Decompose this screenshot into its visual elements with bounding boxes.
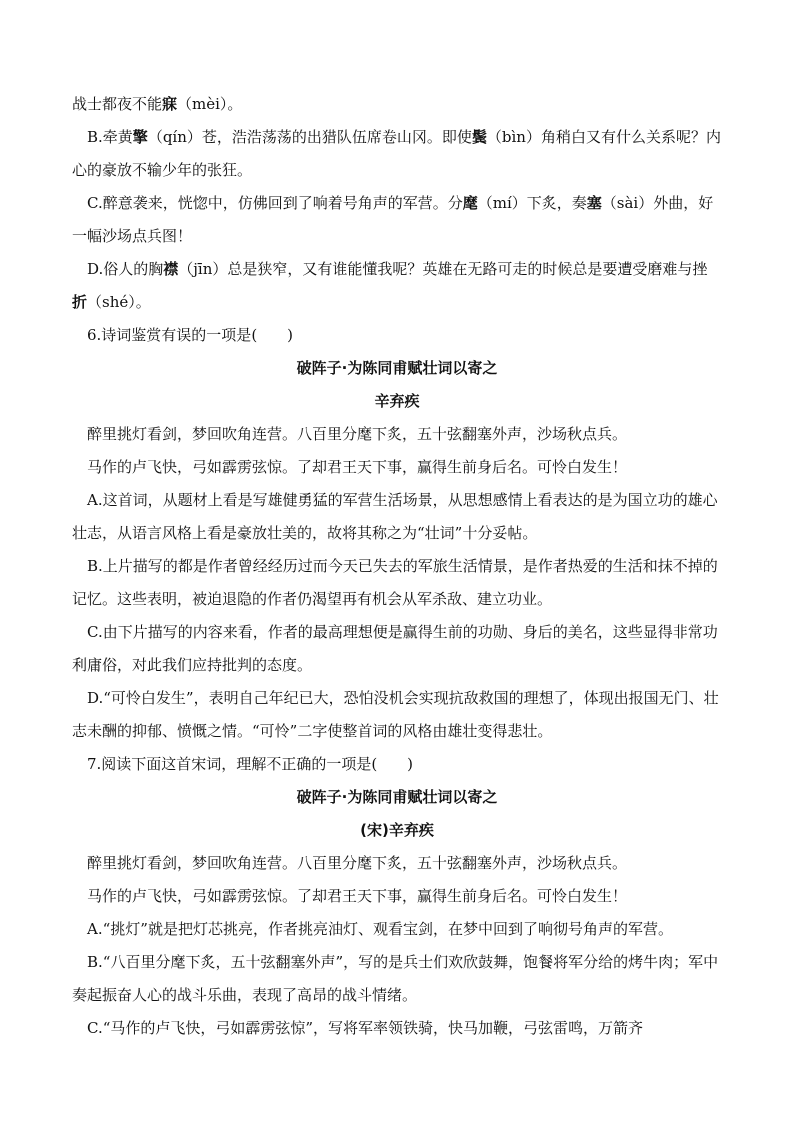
q6-poem-line-1: 醉里挑灯看剑，梦回吹角连营。八百里分麾下炙，五十弦翻塞外声，沙场秋点兵。 (87, 425, 628, 443)
bold-char: 擎 (132, 128, 148, 146)
bold-char: 折 (72, 293, 88, 311)
text: （qín）苍，浩浩荡荡的出猎队伍席卷山冈。即使 (147, 128, 472, 146)
q7-poem-title: 破阵子·为陈同甫赋壮词以寄之 (296, 788, 498, 806)
text: （jīn）总是狭窄，又有谁能懂我呢？英雄在无路可走的时候总是要遭受磨难与挫 (178, 260, 708, 278)
q5-option-b (72, 121, 722, 187)
q6-option-a: A.这首词，从题材上看是写雄健勇猛的军营生活场景，从思想感情上看表达的是为国立功的雄心壮志，从语言风格上看是豪放壮美的，故将其称之为“壮词”十分妥帖。 (72, 491, 718, 542)
bold-char: 寐 (162, 95, 178, 113)
q6-option-d: D.“可怜白发生”，表明自己年纪已大，恐怕没机会实现抗敌救国的理想了，体现出报国无门、壮志未酬的抑郁、愤慨之情。“可怜”二字使整首词的风格由雄壮变得悲壮。 (72, 689, 719, 740)
q5-option-a-tail (72, 88, 722, 121)
q7-stem: 7.阅读下面这首宋词，理解不正确的一项是( ) (87, 755, 414, 773)
bold-char: 鬓 (471, 128, 487, 146)
q5-option-d (72, 253, 722, 319)
text: （sài）外曲，好一幅沙场点兵图！ (72, 194, 714, 245)
q7-poem-author: (宋)辛弃疾 (360, 821, 434, 839)
q6-option-b: B.上片描写的都是作者曾经经历过而今天已失去的军旅生活情景，是作者热爱的生活和抹不掉的记忆。这些表明，被迫退隐的作者仍渴望再有机会从军杀敌、建立功业。 (72, 557, 718, 608)
q6-poem-title: 破阵子·为陈同甫赋壮词以寄之 (296, 359, 498, 377)
text: （shé）。 (87, 293, 151, 311)
bold-char: 麾 (462, 194, 478, 212)
q6-option-c: C.由下片描写的内容来看，作者的最高理想便是赢得生前的功勋、身后的美名，这些显得非常功利庸俗，对此我们应持批判的态度。 (72, 623, 718, 674)
q6-poem-line-2: 马作的卢飞快，弓如霹雳弦惊。了却君王天下事，赢得生前身后名。可怜白发生！ (87, 458, 628, 476)
q7-option-a: A.“挑灯”就是把灯芯挑亮，作者挑亮油灯、观看宝剑，在梦中回到了响彻号角声的军营。 (87, 920, 673, 938)
text: D.俗人的胸 (87, 260, 164, 278)
text: B.牵黄 (87, 128, 133, 146)
bold-char: 塞 (586, 194, 602, 212)
document-page (72, 88, 722, 1045)
q5-option-c (72, 187, 722, 253)
q6-poem-author: 辛弃疾 (374, 392, 420, 410)
bold-char: 襟 (163, 260, 179, 278)
text: C.醉意袭来，恍惚中，仿佛回到了响着号角声的军营。分 (87, 194, 463, 212)
text: 战士都夜不能 (72, 95, 163, 113)
q7-poem-line-1: 醉里挑灯看剑，梦回吹角连营。八百里分麾下炙，五十弦翻塞外声，沙场秋点兵。 (87, 854, 628, 872)
q7-option-b: B.“八百里分麾下炙，五十弦翻塞外声”，写的是兵士们欢欣鼓舞，饱餐将军分给的烤牛肉；军中奏起振奋人心的战斗乐曲，表现了高昂的战斗情绪。 (72, 953, 719, 1004)
q7-option-c: C.“马作的卢飞快，弓如霹雳弦惊”，写将军率领铁骑，快马加鞭，弓弦雷鸣，万箭齐 (87, 1019, 644, 1037)
text: （mí）下炙，奏 (477, 194, 587, 212)
text: （mèi）。 (177, 95, 243, 113)
q6-stem: 6.诗词鉴赏有误的一项是( ) (87, 326, 294, 344)
text: （bìn）角稍白又有什么关系呢？内心的豪放不输少年的张狂。 (72, 128, 721, 179)
q7-poem-line-2: 马作的卢飞快，弓如霹雳弦惊。了却君王天下事，赢得生前身后名。可怜白发生！ (87, 887, 628, 905)
